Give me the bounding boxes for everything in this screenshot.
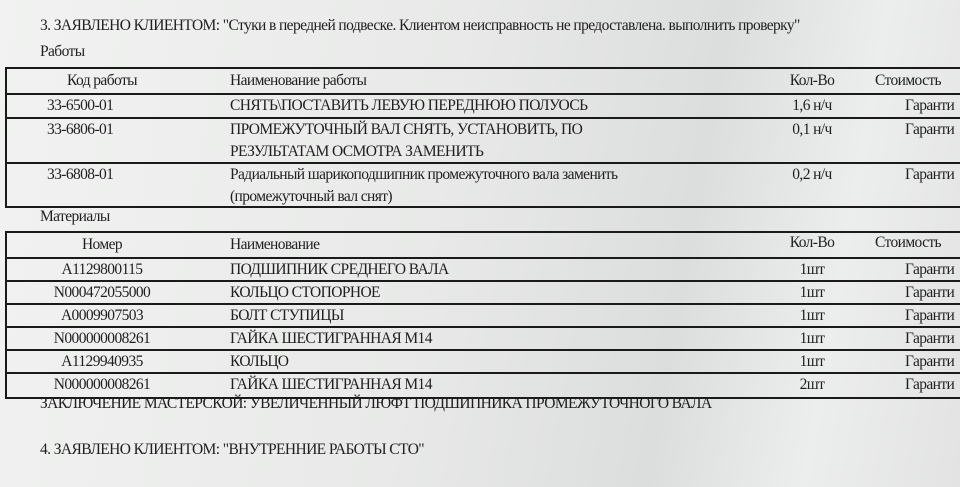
material-qty: 2шт: [799, 376, 825, 393]
works-table: [5, 67, 960, 208]
workshop-conclusion: ЗАКЛЮЧЕНИЕ МАСТЕРСКОЙ: УВЕЛИЧЕННЫЙ ЛЮФТ ПОДШИПНИКА ПРОМЕЖУТОЧНОГО ВАЛА: [40, 395, 712, 412]
material-name: ГАЙКА ШЕСТИГРАННАЯ М14: [230, 330, 432, 347]
header-name: Наименование работы: [230, 72, 367, 89]
table-row: [7, 162, 960, 206]
work-cost: Гаранти: [905, 121, 955, 138]
material-cost: Гаранти: [905, 353, 955, 370]
work-code: 33-6808-01: [47, 166, 114, 183]
work-name-line2: РЕЗУЛЬТАТАМ ОСМОТРА ЗАМЕНИТЬ: [230, 143, 484, 160]
works-label: Работы: [40, 43, 85, 60]
work-cost: Гаранти: [905, 97, 955, 114]
work-name: СНЯТЬ\ПОСТАВИТЬ ЛЕВУЮ ПЕРЕДНЮЮ ПОЛУОСЬ: [230, 97, 588, 114]
materials-header-row: [7, 233, 960, 257]
header-number: Номер: [81, 236, 123, 253]
work-name: Радиальный шарикоподшипник промежуточного вала заменить: [230, 166, 618, 183]
work-name-line2: (промежуточный вал снят): [230, 188, 392, 205]
work-name: ПРОМЕЖУТОЧНЫЙ ВАЛ СНЯТЬ, УСТАНОВИТЬ, ПО: [230, 121, 583, 138]
work-qty: 0,1 н/ч: [792, 121, 832, 138]
work-code: 33-6806-01: [47, 121, 114, 138]
material-number: N000000008261: [53, 376, 151, 393]
table-row: [7, 349, 960, 372]
material-qty: 1шт: [799, 353, 825, 370]
table-row: [7, 257, 960, 280]
work-code: 33-6500-01: [47, 97, 114, 114]
material-number: A0009907503: [60, 307, 144, 324]
material-cost: Гаранти: [905, 307, 955, 324]
material-name: БОЛТ СТУПИЦЫ: [230, 307, 344, 324]
material-number: A1129940935: [61, 353, 143, 370]
work-qty: 1,6 н/ч: [792, 97, 832, 114]
material-qty: 1шт: [799, 330, 825, 347]
header-name: Наименование: [230, 236, 320, 253]
table-row: [7, 303, 960, 326]
table-row: [7, 93, 960, 117]
header-code: Код работы: [67, 72, 137, 89]
material-name: КОЛЬЦО: [230, 353, 289, 370]
materials-label: Материалы: [40, 208, 110, 225]
work-qty: 0,2 н/ч: [792, 166, 832, 183]
material-name: ГАЙКА ШЕСТИГРАННАЯ М14: [230, 376, 432, 393]
section-3-title: 3. ЗАЯВЛЕНО КЛИЕНТОМ: "Стуки в передней подвеске. Клиентом неисправность не предоставлена. выполнить проверку": [40, 17, 800, 34]
header-cost: Стоимость: [875, 234, 942, 251]
works-header-row: [7, 69, 960, 93]
table-row: [7, 280, 960, 303]
material-cost: Гаранти: [905, 284, 955, 301]
header-cost: Стоимость: [875, 72, 942, 89]
material-qty: 1шт: [799, 284, 825, 301]
header-qty: Кол-Во: [789, 234, 835, 251]
material-cost: Гаранти: [905, 261, 955, 278]
table-row: [7, 117, 960, 162]
section-4-title: 4. ЗАЯВЛЕНО КЛИЕНТОМ: "ВНУТРЕННИЕ РАБОТЫ СТО": [40, 441, 425, 458]
materials-table: [5, 231, 960, 399]
work-cost: Гаранти: [905, 166, 955, 183]
material-name: КОЛЬЦО СТОПОРНОЕ: [230, 284, 380, 301]
table-row: [7, 326, 960, 349]
table-row: [7, 372, 960, 397]
material-qty: 1шт: [799, 261, 825, 278]
material-cost: Гаранти: [905, 330, 955, 347]
material-number: A1129800115: [61, 261, 143, 278]
header-qty: Кол-Во: [789, 72, 835, 89]
material-name: ПОДШИПНИК СРЕДНЕГО ВАЛА: [230, 261, 449, 278]
material-qty: 1шт: [799, 307, 825, 324]
material-cost: Гаранти: [905, 376, 955, 393]
material-number: N000472055000: [53, 284, 151, 301]
material-number: N000000008261: [53, 330, 151, 347]
